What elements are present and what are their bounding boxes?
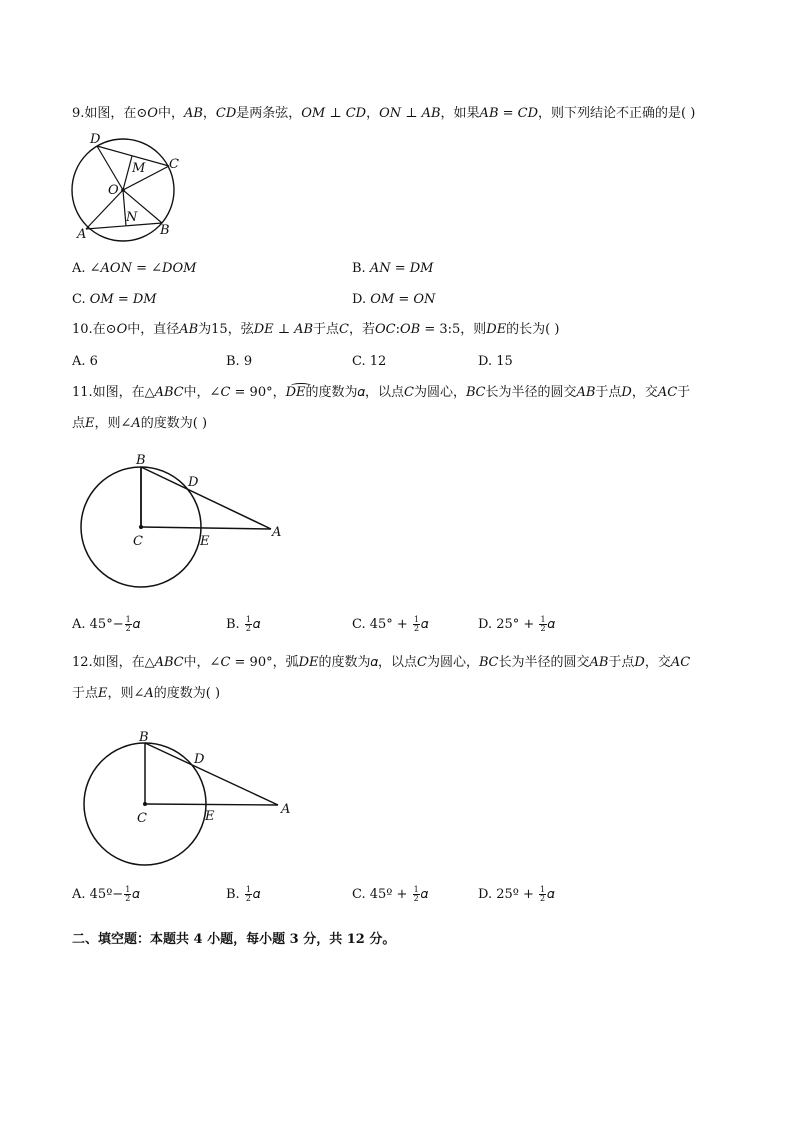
q12-option-b — [226, 886, 260, 903]
q9-center-point — [121, 188, 125, 192]
q12-option-b-fraction: $\frac{1}{2}$ — [245, 885, 251, 903]
q12-label-b: B — [139, 730, 149, 745]
q10-option-a: A. 6 — [72, 354, 98, 369]
q11-text-line1: 11.如图，在△𝐴𝐵𝐶中，∠𝐶 = 90°，𝐷𝐸的度数为𝛼，以点𝐶为圆心，𝐵𝐶长为半径的圆交𝐴𝐵于点𝐷，交𝐴𝐶于 — [72, 385, 691, 400]
q11-option-a-suffix: 𝛼 — [132, 617, 141, 632]
q9-circle-figure — [66, 128, 186, 244]
q9-chord-ab — [86, 223, 162, 229]
q12-option-a-fraction: $\frac{1}{2}$ — [125, 885, 131, 903]
q12-text-line2: 于点𝐸，则∠𝐴的度数为( ) — [72, 686, 221, 701]
q10-option-c: C. 12 — [352, 354, 387, 369]
q9-option-c: C. 𝑂𝑀 = 𝐷𝑀 — [72, 292, 157, 307]
q11-option-c-fraction: $\frac{1}{2}$ — [413, 615, 420, 633]
q10-text: 10.在⊙𝑂中，直径𝐴𝐵为15，弦𝐷𝐸 ⊥ 𝐴𝐵于点𝐶，若𝑂𝐶:𝑂𝐵 = 3:5，则𝐷𝐸的长为( ) — [72, 322, 560, 337]
q12-option-a-suffix: 𝛼 — [132, 887, 140, 902]
q11-option-d-fraction: $\frac{1}{2}$ — [540, 615, 546, 633]
q9-label-n: N — [126, 210, 138, 225]
q11-option-a — [72, 616, 140, 633]
section-2-heading: 二、填空题：本题共 4 小题，每小题 3 分，共 12 分。 — [72, 932, 396, 947]
q11-segment-ca — [141, 527, 271, 529]
q12-text-line1: 12.如图，在△𝐴𝐵𝐶中，∠𝐶 = 90°，弧𝐷𝐸的度数为𝛼，以点𝐶为圆心，𝐵𝐶长为半径的圆交𝐴𝐵于点𝐷，交𝐴𝐶 — [72, 655, 691, 670]
q11-option-d — [478, 616, 555, 633]
q12-option-d-prefix: D. 25º + — [478, 887, 539, 902]
q9-label-b: B — [160, 223, 170, 238]
q12-label-a: A — [281, 802, 291, 817]
q11-center-point — [139, 525, 143, 529]
q12-label-e: E — [205, 809, 215, 824]
q12-option-a-prefix: A. 45º− — [72, 887, 124, 902]
q12-option-c-prefix: C. 45º + — [352, 887, 412, 902]
q12-segment-ba — [145, 743, 278, 805]
q9-om — [123, 156, 132, 190]
q11-segment-ba — [141, 467, 271, 529]
q11-option-a-fraction: $\frac{1}{2}$ — [125, 615, 131, 633]
q9-label-m: M — [132, 161, 146, 176]
q11-triangle-figure — [76, 450, 291, 590]
q11-text-line2: 点𝐸，则∠𝐴的度数为( ) — [72, 416, 208, 431]
q11-option-c — [352, 616, 429, 633]
q11-label-e: E — [200, 534, 210, 549]
q9-oc — [123, 166, 169, 190]
q12-label-d: D — [194, 752, 205, 767]
q9-label-c: C — [169, 157, 179, 172]
q11-arc-mark — [291, 383, 311, 388]
q11-option-d-suffix: 𝛼 — [547, 617, 556, 632]
q9-option-d: D. 𝑂𝑀 = 𝑂𝑁 — [352, 292, 436, 307]
q9-option-a: A. ∠𝐴𝑂𝑁 = ∠𝐷𝑂𝑀 — [72, 261, 197, 276]
q12-label-c: C — [137, 811, 147, 826]
q12-option-d — [478, 886, 555, 903]
q12-option-b-suffix: 𝛼 — [252, 887, 261, 902]
q11-option-c-suffix: 𝛼 — [421, 617, 429, 632]
q12-triangle-figure — [80, 726, 295, 871]
q12-segment-ca — [145, 804, 278, 805]
q10-option-d: D. 15 — [478, 354, 513, 369]
q12-option-a — [72, 886, 140, 903]
q11-option-b-suffix: 𝛼 — [252, 617, 261, 632]
q9-option-b: B. 𝐴𝑁 = 𝐷𝑀 — [352, 261, 434, 276]
q11-label-d: D — [188, 475, 199, 490]
q9-text: 9.如图，在⊙𝑂中，𝐴𝐵，𝐶𝐷是两条弦，𝑂𝑀 ⊥ 𝐶𝐷，𝑂𝑁 ⊥ 𝐴𝐵，如果𝐴𝐵 = 𝐶𝐷，则下列结论不正确的是( ) — [72, 106, 696, 121]
q11-label-a: A — [272, 525, 282, 540]
q12-option-d-fraction: $\frac{1}{2}$ — [540, 885, 546, 903]
q11-label-b: B — [136, 453, 146, 468]
q12-center-point — [143, 802, 147, 806]
q11-option-a-prefix: A. 45°− — [72, 617, 124, 632]
q11-option-b — [226, 616, 260, 633]
q9-label-a: A — [77, 227, 87, 242]
q9-label-o: O — [108, 183, 119, 198]
q12-option-b-prefix: B. — [226, 887, 244, 902]
q12-option-c-suffix: 𝛼 — [420, 887, 429, 902]
q11-option-d-prefix: D. 25° + — [478, 617, 539, 632]
q11-option-c-prefix: C. 45° + — [352, 617, 412, 632]
q11-option-b-prefix: B. — [226, 617, 244, 632]
q12-option-d-suffix: 𝛼 — [547, 887, 555, 902]
q11-label-c: C — [133, 534, 143, 549]
q10-option-b: B. 9 — [226, 354, 253, 369]
q12-option-c-fraction: $\frac{1}{2}$ — [413, 885, 419, 903]
q11-option-b-fraction: $\frac{1}{2}$ — [245, 615, 251, 633]
q9-label-d: D — [90, 132, 101, 147]
q12-option-c — [352, 886, 428, 903]
